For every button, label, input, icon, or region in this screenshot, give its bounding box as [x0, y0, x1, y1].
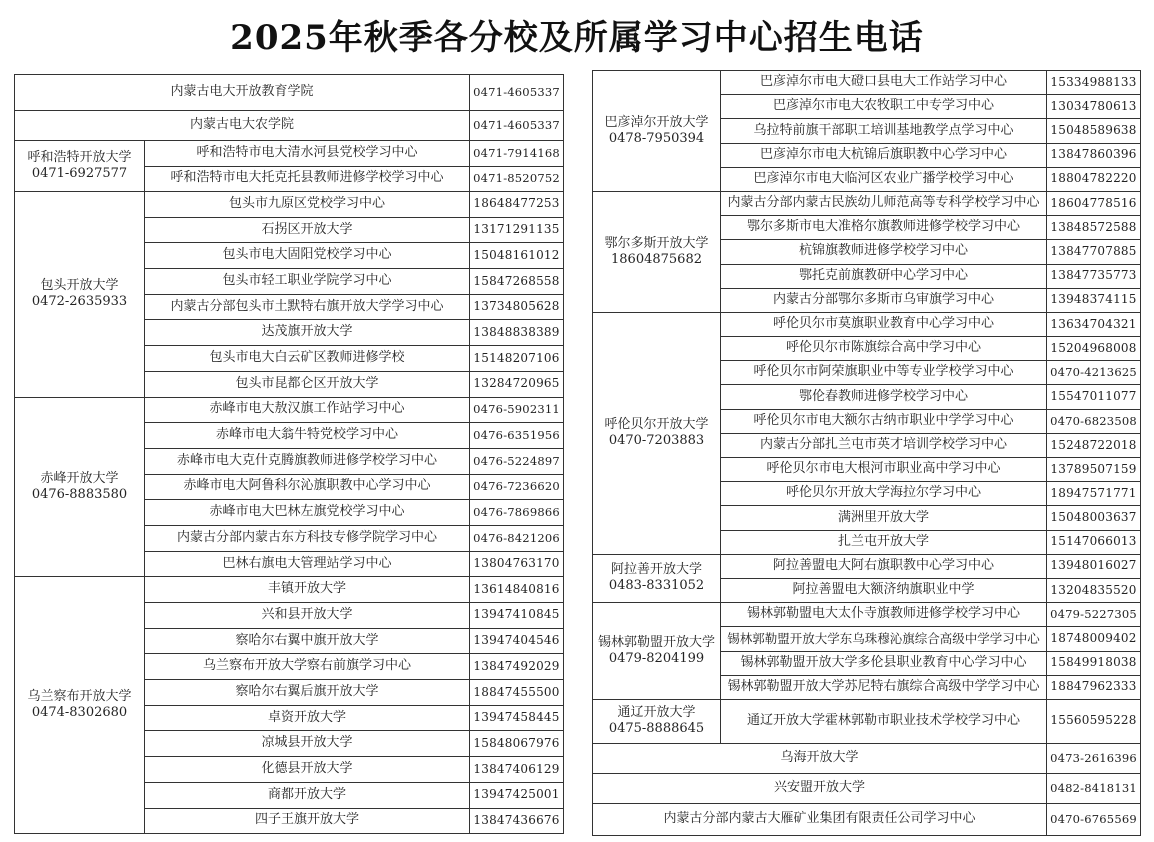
learning-center-name: 察哈尔右翼中旗开放大学: [145, 628, 470, 654]
phone-number: 13614840816: [470, 577, 564, 603]
learning-center-name: 包头市昆都仑区开放大学: [145, 371, 470, 397]
phone-number: 0476-5902311: [470, 397, 564, 423]
learning-center-name: 通辽开放大学霍林郭勒市职业技术学校学习中心: [721, 699, 1047, 743]
school-group-cell: [15, 397, 145, 577]
phone-number: 18648477253: [470, 192, 564, 218]
learning-center-name: 卓资开放大学: [145, 705, 470, 731]
learning-center-name: 赤峰市电大翁牛特党校学习中心: [145, 423, 470, 449]
learning-center-name: 乌拉特前旗干部职工培训基地教学点学习中心: [721, 119, 1047, 143]
table-row: [15, 141, 564, 167]
school-name: 呼和浩特开放大学: [27, 149, 132, 165]
phone-number: 13947425001: [470, 782, 564, 808]
school-phone: 0470-7203883: [608, 433, 705, 449]
learning-center-name: 察哈尔右翼后旗开放大学: [145, 680, 470, 706]
learning-center-name: 四子王旗开放大学: [145, 808, 470, 834]
phone-number: 15204968008: [1047, 337, 1141, 361]
phone-number: 0476-8421206: [470, 525, 564, 551]
phone-number: 0471-4605337: [470, 75, 564, 111]
phone-number: 13847735773: [1047, 264, 1141, 288]
school-name: 锡林郭勒盟开放大学: [597, 634, 715, 650]
learning-center-name: 巴彦淖尔市电大杭锦后旗职教中心学习中心: [721, 143, 1047, 167]
phone-number: 13847436676: [470, 808, 564, 834]
phone-number: 18604778516: [1047, 191, 1141, 215]
learning-center-name: 包头市电大白云矿区教师进修学校: [145, 346, 470, 372]
learning-center-name: 内蒙古分部内蒙古民族幼儿师范高等专科学校学习中心: [721, 191, 1047, 215]
table-row: [15, 577, 564, 603]
learning-center-name: 赤峰市电大克什克腾旗教师进修学校学习中心: [145, 448, 470, 474]
school-phone: 18604875682: [611, 251, 702, 267]
school-name: 赤峰开放大学: [40, 470, 119, 486]
learning-center-name: 锡林郭勒盟电大太仆寺旗教师进修学校学习中心: [721, 603, 1047, 627]
school-group-cell: [593, 191, 721, 312]
school-phone: 0479-8204199: [608, 651, 705, 666]
learning-center-name: 呼和浩特市电大清水河县党校学习中心: [145, 141, 470, 167]
school-name: 包头开放大学: [40, 278, 119, 293]
learning-center-name: 包头市九原区党校学习中心: [145, 192, 470, 218]
table-row: [593, 312, 1141, 336]
page-title: 2025年秋季各分校及所属学习中心招生电话: [230, 18, 924, 58]
learning-center-name: 阿拉善盟电大额济纳旗职业中学: [721, 578, 1047, 602]
phone-number: 0470-4213625: [1047, 361, 1141, 385]
phone-number: 15248722018: [1047, 433, 1141, 457]
phone-number: 13947458445: [470, 705, 564, 731]
phone-number: 15849918038: [1047, 651, 1141, 675]
school-name: 呼伦贝尔开放大学: [604, 417, 709, 433]
table-row: [593, 743, 1141, 773]
school-name: 乌兰察布开放大学: [27, 689, 132, 704]
phone-number: 0476-6351956: [470, 423, 564, 449]
phone-number: 0476-5224897: [470, 448, 564, 474]
phone-number: 13804763170: [470, 551, 564, 577]
learning-center-name: 锡林郭勒盟开放大学苏尼特右旗综合高级中学学习中心: [721, 675, 1047, 699]
learning-center-name: 赤峰市电大阿鲁科尔沁旗职教中心学习中心: [145, 474, 470, 500]
right-table-body: [593, 71, 1141, 836]
right-phone-table: [592, 70, 1141, 836]
learning-center-name: 内蒙古分部内蒙古东方科技专修学院学习中心: [145, 525, 470, 551]
learning-center-name: 丰镇开放大学: [145, 577, 470, 603]
phone-number: 13948016027: [1047, 554, 1141, 578]
phone-number: 13171291135: [470, 217, 564, 243]
table-row: [15, 75, 564, 111]
phone-number: 13204835520: [1047, 578, 1141, 602]
center-name: 内蒙古分部内蒙古大雁矿业集团有限责任公司学习中心: [593, 803, 1047, 835]
learning-center-name: 内蒙古分部包头市土默特右旗开放大学学习中心: [145, 294, 470, 320]
table-row: [593, 554, 1141, 578]
phone-number: 0471-7914168: [470, 141, 564, 167]
phone-number: 13847492029: [470, 654, 564, 680]
phone-number: 0479-5227305: [1047, 603, 1141, 627]
table-row: [15, 111, 564, 141]
school-phone: 0476-8883580: [31, 486, 128, 502]
center-name: 内蒙古电大开放教育学院: [15, 75, 470, 111]
learning-center-name: 巴林右旗电大管理站学习中心: [145, 551, 470, 577]
learning-center-name: 巴彦淖尔市电大磴口县电大工作站学习中心: [721, 71, 1047, 95]
phone-number: 15048003637: [1047, 506, 1141, 530]
learning-center-name: 呼伦贝尔市莫旗职业教育中心学习中心: [721, 312, 1047, 336]
phone-number: 18847962333: [1047, 675, 1141, 699]
phone-number: 13847860396: [1047, 143, 1141, 167]
center-name: 兴安盟开放大学: [593, 773, 1047, 803]
table-row: [593, 603, 1141, 627]
phone-number: 13284720965: [470, 371, 564, 397]
phone-number: 15560595228: [1047, 699, 1141, 743]
school-group-cell: [15, 141, 145, 192]
school-group-cell: [593, 71, 721, 192]
school-phone: 0483-8331052: [608, 578, 705, 594]
learning-center-name: 石拐区开放大学: [145, 217, 470, 243]
phone-number: 13847707885: [1047, 240, 1141, 264]
school-group-cell: [593, 554, 721, 602]
learning-center-name: 商都开放大学: [145, 782, 470, 808]
table-row: [593, 699, 1141, 743]
phone-number: 0470-6765569: [1047, 803, 1141, 835]
learning-center-name: 兴和县开放大学: [145, 603, 470, 629]
phone-number: 13848572588: [1047, 216, 1141, 240]
phone-number: 13634704321: [1047, 312, 1141, 336]
phone-number: 13734805628: [470, 294, 564, 320]
learning-center-name: 鄂伦春教师进修学校学习中心: [721, 385, 1047, 409]
school-group-cell: [593, 699, 721, 743]
school-group-cell: [15, 192, 145, 398]
phone-number: 0476-7236620: [470, 474, 564, 500]
phone-number: 15334988133: [1047, 71, 1141, 95]
school-name: 巴彦淖尔开放大学: [604, 114, 709, 130]
table-row: [593, 803, 1141, 835]
learning-center-name: 满洲里开放大学: [721, 506, 1047, 530]
learning-center-name: 达茂旗开放大学: [145, 320, 470, 346]
phone-number: 15048589638: [1047, 119, 1141, 143]
learning-center-name: 巴彦淖尔市电大临河区农业广播学校学习中心: [721, 167, 1047, 191]
phone-number: 13848838389: [470, 320, 564, 346]
learning-center-name: 鄂尔多斯市电大准格尔旗教师进修学校学习中心: [721, 216, 1047, 240]
learning-center-name: 包头市轻工职业学院学习中心: [145, 269, 470, 295]
learning-center-name: 呼伦贝尔开放大学海拉尔学习中心: [721, 482, 1047, 506]
phone-number: 0470-6823508: [1047, 409, 1141, 433]
phone-number: 18748009402: [1047, 627, 1141, 651]
center-name: 乌海开放大学: [593, 743, 1047, 773]
school-phone: 0471-6927577: [31, 166, 128, 181]
school-group-cell: [593, 312, 721, 554]
left-phone-table: [14, 74, 564, 834]
learning-center-name: 凉城县开放大学: [145, 731, 470, 757]
phone-number: 0482-8418131: [1047, 773, 1141, 803]
learning-center-name: 杭锦旗教师进修学校学习中心: [721, 240, 1047, 264]
table-row: [15, 192, 564, 218]
table-row: [593, 191, 1141, 215]
phone-number: 13948374115: [1047, 288, 1141, 312]
school-phone: 0472-2635933: [31, 294, 128, 310]
phone-number: 0471-4605337: [470, 111, 564, 141]
school-name: 通辽开放大学: [617, 705, 696, 721]
phone-number: 13947404546: [470, 628, 564, 654]
table-row: [593, 71, 1141, 95]
learning-center-name: 赤峰市电大巴林左旗党校学习中心: [145, 500, 470, 526]
phone-number: 0476-7869866: [470, 500, 564, 526]
learning-center-name: 呼伦贝尔市陈旗综合高中学习中心: [721, 337, 1047, 361]
phone-number: 13789507159: [1047, 458, 1141, 482]
center-name: 内蒙古电大农学院: [15, 111, 470, 141]
learning-center-name: 锡林郭勒盟开放大学多伦县职业教育中心学习中心: [721, 651, 1047, 675]
learning-center-name: 锡林郭勒盟开放大学东乌珠穆沁旗综合高级中学学习中心: [721, 627, 1047, 651]
left-table-body: [15, 75, 564, 834]
phone-number: 18947571771: [1047, 482, 1141, 506]
school-group-cell: [593, 603, 721, 700]
learning-center-name: 内蒙古分部鄂尔多斯市乌审旗学习中心: [721, 288, 1047, 312]
phone-number: 15847268558: [470, 269, 564, 295]
learning-center-name: 呼和浩特市电大托克托县教师进修学校学习中心: [145, 166, 470, 192]
learning-center-name: 内蒙古分部扎兰屯市英才培训学校学习中心: [721, 433, 1047, 457]
school-name: 鄂尔多斯开放大学: [604, 235, 709, 251]
learning-center-name: 赤峰市电大敖汉旗工作站学习中心: [145, 397, 470, 423]
phone-number: 15147066013: [1047, 530, 1141, 554]
table-row: [15, 397, 564, 423]
learning-center-name: 鄂托克前旗教研中心学习中心: [721, 264, 1047, 288]
learning-center-name: 乌兰察布开放大学察右前旗学习中心: [145, 654, 470, 680]
school-group-cell: [15, 577, 145, 834]
phone-number: 0471-8520752: [470, 166, 564, 192]
learning-center-name: 扎兰屯开放大学: [721, 530, 1047, 554]
phone-number: 0473-2616396: [1047, 743, 1141, 773]
school-name: 阿拉善开放大学: [610, 562, 702, 578]
phone-number: 13034780613: [1047, 95, 1141, 119]
phone-number: 18804782220: [1047, 167, 1141, 191]
phone-number: 15848067976: [470, 731, 564, 757]
learning-center-name: 呼伦贝尔市电大根河市职业高中学习中心: [721, 458, 1047, 482]
learning-center-name: 阿拉善盟电大阿右旗职教中心学习中心: [721, 554, 1047, 578]
learning-center-name: 呼伦贝尔市电大额尔古纳市职业中学学习中心: [721, 409, 1047, 433]
phone-number: 15148207106: [470, 346, 564, 372]
phone-number: 13847406129: [470, 757, 564, 783]
phone-number: 18847455500: [470, 680, 564, 706]
school-phone: 0474-8302680: [31, 705, 128, 721]
table-row: [593, 773, 1141, 803]
phone-number: 15048161012: [470, 243, 564, 269]
learning-center-name: 化德县开放大学: [145, 757, 470, 783]
learning-center-name: 巴彦淖尔市电大农牧职工中专学习中心: [721, 95, 1047, 119]
school-phone: 0475-8888645: [608, 721, 705, 737]
phone-number: 15547011077: [1047, 385, 1141, 409]
learning-center-name: 呼伦贝尔市阿荣旗职业中等专业学校学习中心: [721, 361, 1047, 385]
school-phone: 0478-7950394: [608, 130, 705, 146]
phone-number: 13947410845: [470, 603, 564, 629]
learning-center-name: 包头市电大固阳党校学习中心: [145, 243, 470, 269]
